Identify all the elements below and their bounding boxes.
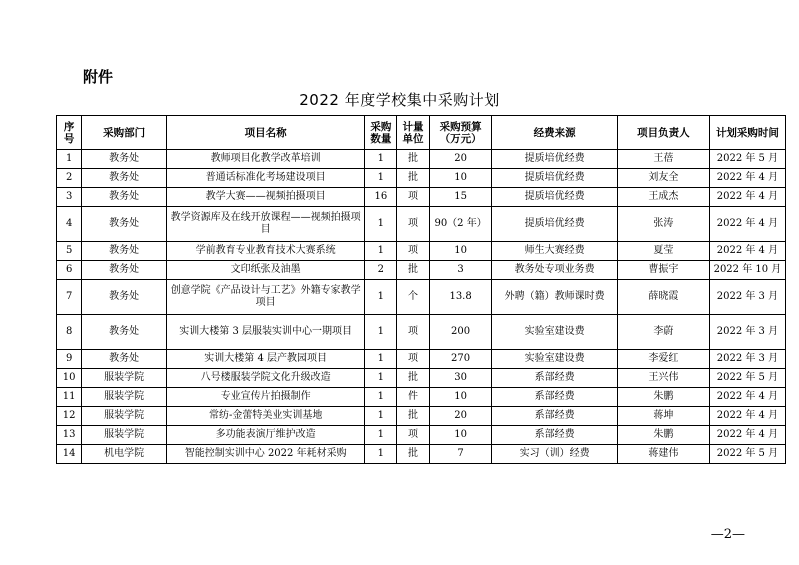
cell-source: 实验室建设费 [492,350,618,369]
cell-source: 提质培优经费 [492,169,618,188]
header-qty: 采购数量 [365,116,397,150]
cell-name: 教学资源库及在线开放课程——视频拍摄项目 [166,207,365,242]
cell-qty: 1 [365,242,397,261]
cell-time: 2022 年 4 月 [709,426,785,445]
cell-time: 2022 年 10 月 [709,261,785,280]
cell-no: 1 [57,150,82,169]
cell-budget: 10 [429,388,491,407]
cell-budget: 15 [429,188,491,207]
cell-source: 外聘（籍）教师课时费 [492,280,618,315]
cell-name: 多功能表演厅维护改造 [166,426,365,445]
cell-name: 学前教育专业教育技术大赛系统 [166,242,365,261]
header-unit: 计量单位 [397,116,430,150]
cell-name: 实训大楼第 3 层服装实训中心一期项目 [166,315,365,350]
cell-name: 文印纸张及油墨 [166,261,365,280]
cell-no: 8 [57,315,82,350]
cell-budget: 90（2 年） [429,207,491,242]
header-owner: 项目负责人 [617,116,709,150]
cell-name: 创意学院《产品设计与工艺》外籍专家教学项目 [166,280,365,315]
header-no: 序号 [57,116,82,150]
cell-qty: 1 [365,150,397,169]
cell-name: 实训大楼第 4 层产教园项目 [166,350,365,369]
procurement-table [56,115,786,464]
cell-unit: 项 [397,315,430,350]
cell-owner: 朱鹏 [617,388,709,407]
cell-name: 教学大赛——视频拍摄项目 [166,188,365,207]
cell-budget: 7 [429,445,491,464]
cell-no: 2 [57,169,82,188]
cell-time: 2022 年 5 月 [709,369,785,388]
cell-unit: 批 [397,169,430,188]
cell-dept: 教务处 [82,315,167,350]
cell-unit: 个 [397,280,430,315]
cell-no: 7 [57,280,82,315]
cell-dept: 服装学院 [82,426,167,445]
cell-qty: 1 [365,280,397,315]
cell-source: 系部经费 [492,369,618,388]
cell-dept: 教务处 [82,188,167,207]
cell-name: 教师项目化教学改革培训 [166,150,365,169]
cell-owner: 张涛 [617,207,709,242]
cell-unit: 批 [397,150,430,169]
table-row [57,445,786,464]
table-row [57,169,786,188]
header-budget: 采购预算（万元） [429,116,491,150]
cell-dept: 服装学院 [82,407,167,426]
cell-qty: 1 [365,369,397,388]
cell-unit: 批 [397,445,430,464]
cell-unit: 批 [397,369,430,388]
cell-no: 14 [57,445,82,464]
cell-owner: 王蓓 [617,150,709,169]
cell-no: 10 [57,369,82,388]
header-source: 经费来源 [492,116,618,150]
cell-no: 6 [57,261,82,280]
cell-source: 系部经费 [492,426,618,445]
cell-name: 智能控制实训中心 2022 年耗材采购 [166,445,365,464]
cell-dept: 机电学院 [82,445,167,464]
cell-qty: 2 [365,261,397,280]
cell-qty: 1 [365,350,397,369]
cell-dept: 服装学院 [82,369,167,388]
cell-no: 4 [57,207,82,242]
cell-time: 2022 年 4 月 [709,388,785,407]
cell-owner: 王兴伟 [617,369,709,388]
cell-source: 提质培优经费 [492,150,618,169]
cell-qty: 1 [365,445,397,464]
cell-unit: 项 [397,350,430,369]
cell-budget: 10 [429,426,491,445]
cell-name: 常纺-金蕾特美业实训基地 [166,407,365,426]
cell-dept: 教务处 [82,150,167,169]
cell-source: 师生大赛经费 [492,242,618,261]
cell-no: 3 [57,188,82,207]
cell-unit: 项 [397,188,430,207]
cell-owner: 薛晓霞 [617,280,709,315]
cell-unit: 项 [397,207,430,242]
header-name: 项目名称 [166,116,365,150]
cell-unit: 项 [397,242,430,261]
cell-budget: 10 [429,169,491,188]
cell-qty: 1 [365,169,397,188]
table-row [57,407,786,426]
cell-source: 实验室建设费 [492,315,618,350]
cell-time: 2022 年 4 月 [709,242,785,261]
cell-no: 11 [57,388,82,407]
table-row [57,315,786,350]
cell-dept: 教务处 [82,242,167,261]
cell-no: 13 [57,426,82,445]
table-row [57,369,786,388]
table-row [57,280,786,315]
cell-dept: 服装学院 [82,388,167,407]
cell-owner: 李蔚 [617,315,709,350]
cell-owner: 蒋坤 [617,407,709,426]
cell-source: 系部经费 [492,388,618,407]
cell-time: 2022 年 5 月 [709,150,785,169]
cell-owner: 刘友全 [617,169,709,188]
cell-no: 12 [57,407,82,426]
cell-name: 八号楼服装学院文化升级改造 [166,369,365,388]
table-row [57,426,786,445]
header-dept: 采购部门 [82,116,167,150]
page-number: —2— [710,527,745,542]
cell-budget: 200 [429,315,491,350]
cell-dept: 教务处 [82,280,167,315]
cell-time: 2022 年 4 月 [709,207,785,242]
cell-owner: 朱鹏 [617,426,709,445]
cell-qty: 1 [365,407,397,426]
cell-owner: 夏莹 [617,242,709,261]
cell-source: 系部经费 [492,407,618,426]
table-row [57,150,786,169]
table-row [57,207,786,242]
cell-owner: 李爱红 [617,350,709,369]
cell-time: 2022 年 3 月 [709,280,785,315]
header-time: 计划采购时间 [709,116,785,150]
cell-unit: 批 [397,261,430,280]
cell-budget: 3 [429,261,491,280]
cell-qty: 1 [365,207,397,242]
table-row [57,261,786,280]
table-row [57,188,786,207]
cell-qty: 1 [365,315,397,350]
cell-owner: 曹振宇 [617,261,709,280]
cell-no: 9 [57,350,82,369]
cell-dept: 教务处 [82,207,167,242]
cell-budget: 10 [429,242,491,261]
cell-time: 2022 年 4 月 [709,188,785,207]
cell-unit: 件 [397,388,430,407]
cell-unit: 批 [397,407,430,426]
table-row [57,242,786,261]
cell-qty: 1 [365,426,397,445]
table-row [57,350,786,369]
cell-budget: 270 [429,350,491,369]
cell-budget: 30 [429,369,491,388]
cell-time: 2022 年 3 月 [709,315,785,350]
table-body [57,150,786,464]
table-row [57,388,786,407]
cell-source: 提质培优经费 [492,188,618,207]
annex-label: 附件 [83,68,114,86]
cell-budget: 13.8 [429,280,491,315]
cell-time: 2022 年 5 月 [709,445,785,464]
cell-time: 2022 年 3 月 [709,350,785,369]
cell-budget: 20 [429,407,491,426]
cell-dept: 教务处 [82,350,167,369]
cell-owner: 蒋建伟 [617,445,709,464]
cell-time: 2022 年 4 月 [709,407,785,426]
document-title: 2022 年度学校集中采购计划 [299,91,500,109]
cell-time: 2022 年 4 月 [709,169,785,188]
cell-dept: 教务处 [82,261,167,280]
cell-owner: 王成杰 [617,188,709,207]
table-header-row [57,116,786,150]
cell-qty: 1 [365,388,397,407]
cell-dept: 教务处 [82,169,167,188]
cell-source: 教务处专项业务费 [492,261,618,280]
cell-source: 提质培优经费 [492,207,618,242]
cell-source: 实习（训）经费 [492,445,618,464]
cell-unit: 项 [397,426,430,445]
cell-qty: 16 [365,188,397,207]
cell-no: 5 [57,242,82,261]
cell-name: 专业宣传片拍摄制作 [166,388,365,407]
cell-budget: 20 [429,150,491,169]
cell-name: 普通话标准化考场建设项目 [166,169,365,188]
